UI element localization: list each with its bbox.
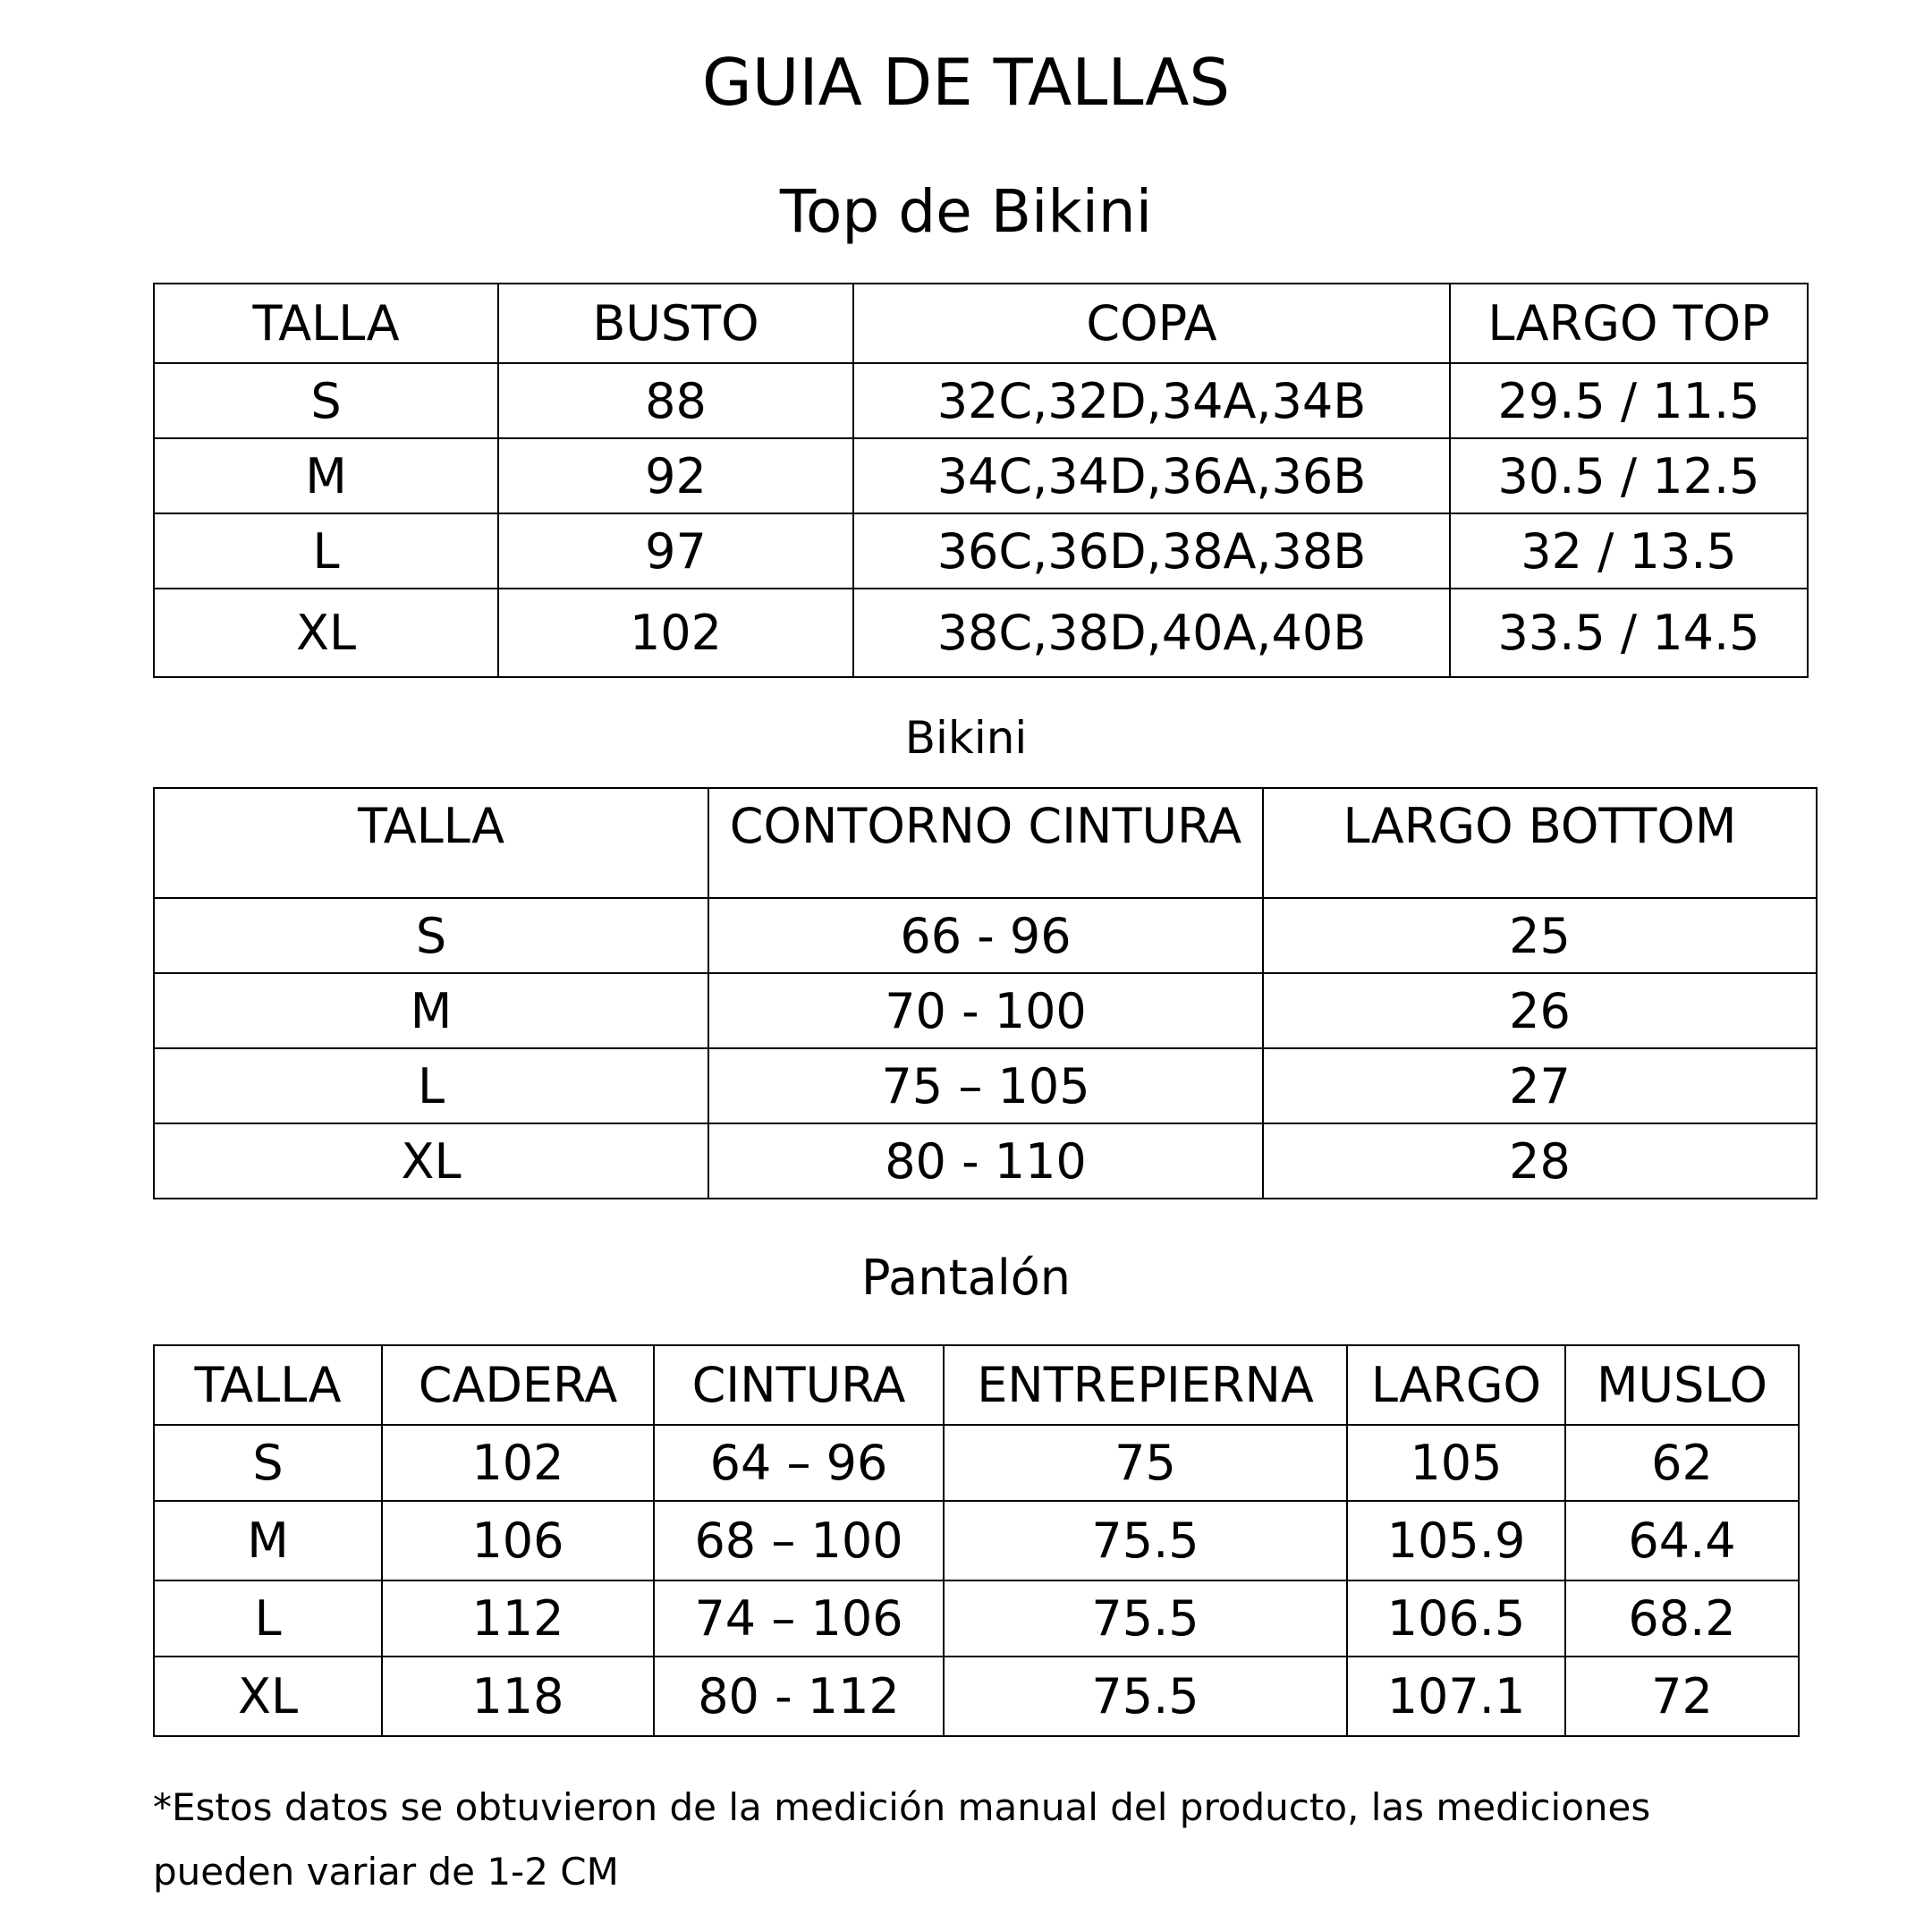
table-row: [154, 1501, 1799, 1580]
table-row: [154, 1580, 1799, 1657]
table-cell: 105: [1347, 1425, 1565, 1501]
table-row: [154, 1657, 1799, 1736]
table-cell: 66 - 96: [708, 898, 1263, 973]
table-cell: L: [154, 513, 498, 589]
table-cell: 88: [498, 363, 853, 438]
table-row: [154, 1425, 1799, 1501]
table-row: [154, 513, 1808, 589]
table-cell: 102: [498, 589, 853, 677]
table-cell: 106: [382, 1501, 654, 1580]
table-cell: 68 – 100: [654, 1501, 944, 1580]
table-cell: 29.5 / 11.5: [1450, 363, 1808, 438]
header-cell: LARGO TOP: [1450, 284, 1808, 363]
table-cell: S: [154, 898, 708, 973]
table-cell: 36C,36D,38A,38B: [853, 513, 1450, 589]
table-cell: M: [154, 973, 708, 1048]
table-cell: 28: [1263, 1123, 1817, 1199]
table-cell: 62: [1565, 1425, 1799, 1501]
header-cell: CADERA: [382, 1345, 654, 1425]
table-cell: 80 - 112: [654, 1657, 944, 1736]
table-cell: 64.4: [1565, 1501, 1799, 1580]
table-cell: 75: [944, 1425, 1347, 1501]
table-row: [154, 898, 1817, 973]
table-cell: 25: [1263, 898, 1817, 973]
table-cell: 80 - 110: [708, 1123, 1263, 1199]
header-cell: LARGO: [1347, 1345, 1565, 1425]
table-cell: 112: [382, 1580, 654, 1657]
table-cell: 32C,32D,34A,34B: [853, 363, 1450, 438]
table-cell: 106.5: [1347, 1580, 1565, 1657]
header-cell: CINTURA: [654, 1345, 944, 1425]
table-cell: 92: [498, 438, 853, 513]
header-cell: COPA: [853, 284, 1450, 363]
table-cell: 32 / 13.5: [1450, 513, 1808, 589]
bikini-title: Bikini: [904, 712, 1028, 764]
bikini-table: [153, 787, 1818, 1199]
table-header-row: [154, 284, 1808, 363]
table-cell: L: [154, 1580, 382, 1657]
header-cell: TALLA: [154, 788, 708, 898]
header-cell: TALLA: [154, 284, 498, 363]
table-cell: L: [154, 1048, 708, 1123]
table-cell: 30.5 / 12.5: [1450, 438, 1808, 513]
table-cell: XL: [154, 589, 498, 677]
table-cell: 107.1: [1347, 1657, 1565, 1736]
table-row: [154, 589, 1808, 677]
measurement-note: *Estos datos se obtuvieron de la medición manual del producto, las mediciones pueden variar de 1-2 CM: [153, 1785, 1651, 1894]
table-row: [154, 1048, 1817, 1123]
table-row: [154, 363, 1808, 438]
page-title: GUIA DE TALLAS: [701, 45, 1231, 120]
header-cell: MUSLO: [1565, 1345, 1799, 1425]
table-cell: 75.5: [944, 1657, 1347, 1736]
table-cell: 75.5: [944, 1501, 1347, 1580]
table-cell: M: [154, 438, 498, 513]
table-cell: 72: [1565, 1657, 1799, 1736]
table-cell: 102: [382, 1425, 654, 1501]
table-cell: 34C,34D,36A,36B: [853, 438, 1450, 513]
header-cell: TALLA: [154, 1345, 382, 1425]
table-header-row: [154, 788, 1817, 898]
table-row: [154, 973, 1817, 1048]
header-cell: CONTORNO CINTURA: [708, 788, 1263, 898]
table-cell: 75 – 105: [708, 1048, 1263, 1123]
table-cell: S: [154, 363, 498, 438]
header-cell: LARGO BOTTOM: [1263, 788, 1817, 898]
table-cell: 68.2: [1565, 1580, 1799, 1657]
pantalon-title: Pantalón: [861, 1250, 1071, 1306]
table-cell: 75.5: [944, 1580, 1347, 1657]
table-cell: 27: [1263, 1048, 1817, 1123]
table-cell: XL: [154, 1123, 708, 1199]
table-cell: XL: [154, 1657, 382, 1736]
table-cell: 97: [498, 513, 853, 589]
table-row: [154, 1123, 1817, 1199]
top-bikini-title: Top de Bikini: [779, 177, 1153, 246]
table-cell: 105.9: [1347, 1501, 1565, 1580]
header-cell: ENTREPIERNA: [944, 1345, 1347, 1425]
table-cell: 74 – 106: [654, 1580, 944, 1657]
table-cell: 26: [1263, 973, 1817, 1048]
table-cell: 38C,38D,40A,40B: [853, 589, 1450, 677]
top-bikini-table: [153, 283, 1809, 678]
table-cell: 33.5 / 14.5: [1450, 589, 1808, 677]
pantalon-table: [153, 1344, 1800, 1737]
table-header-row: [154, 1345, 1799, 1425]
table-row: [154, 438, 1808, 513]
table-cell: 64 – 96: [654, 1425, 944, 1501]
table-cell: S: [154, 1425, 382, 1501]
table-cell: 118: [382, 1657, 654, 1736]
table-cell: 70 - 100: [708, 973, 1263, 1048]
table-cell: M: [154, 1501, 382, 1580]
header-cell: BUSTO: [498, 284, 853, 363]
